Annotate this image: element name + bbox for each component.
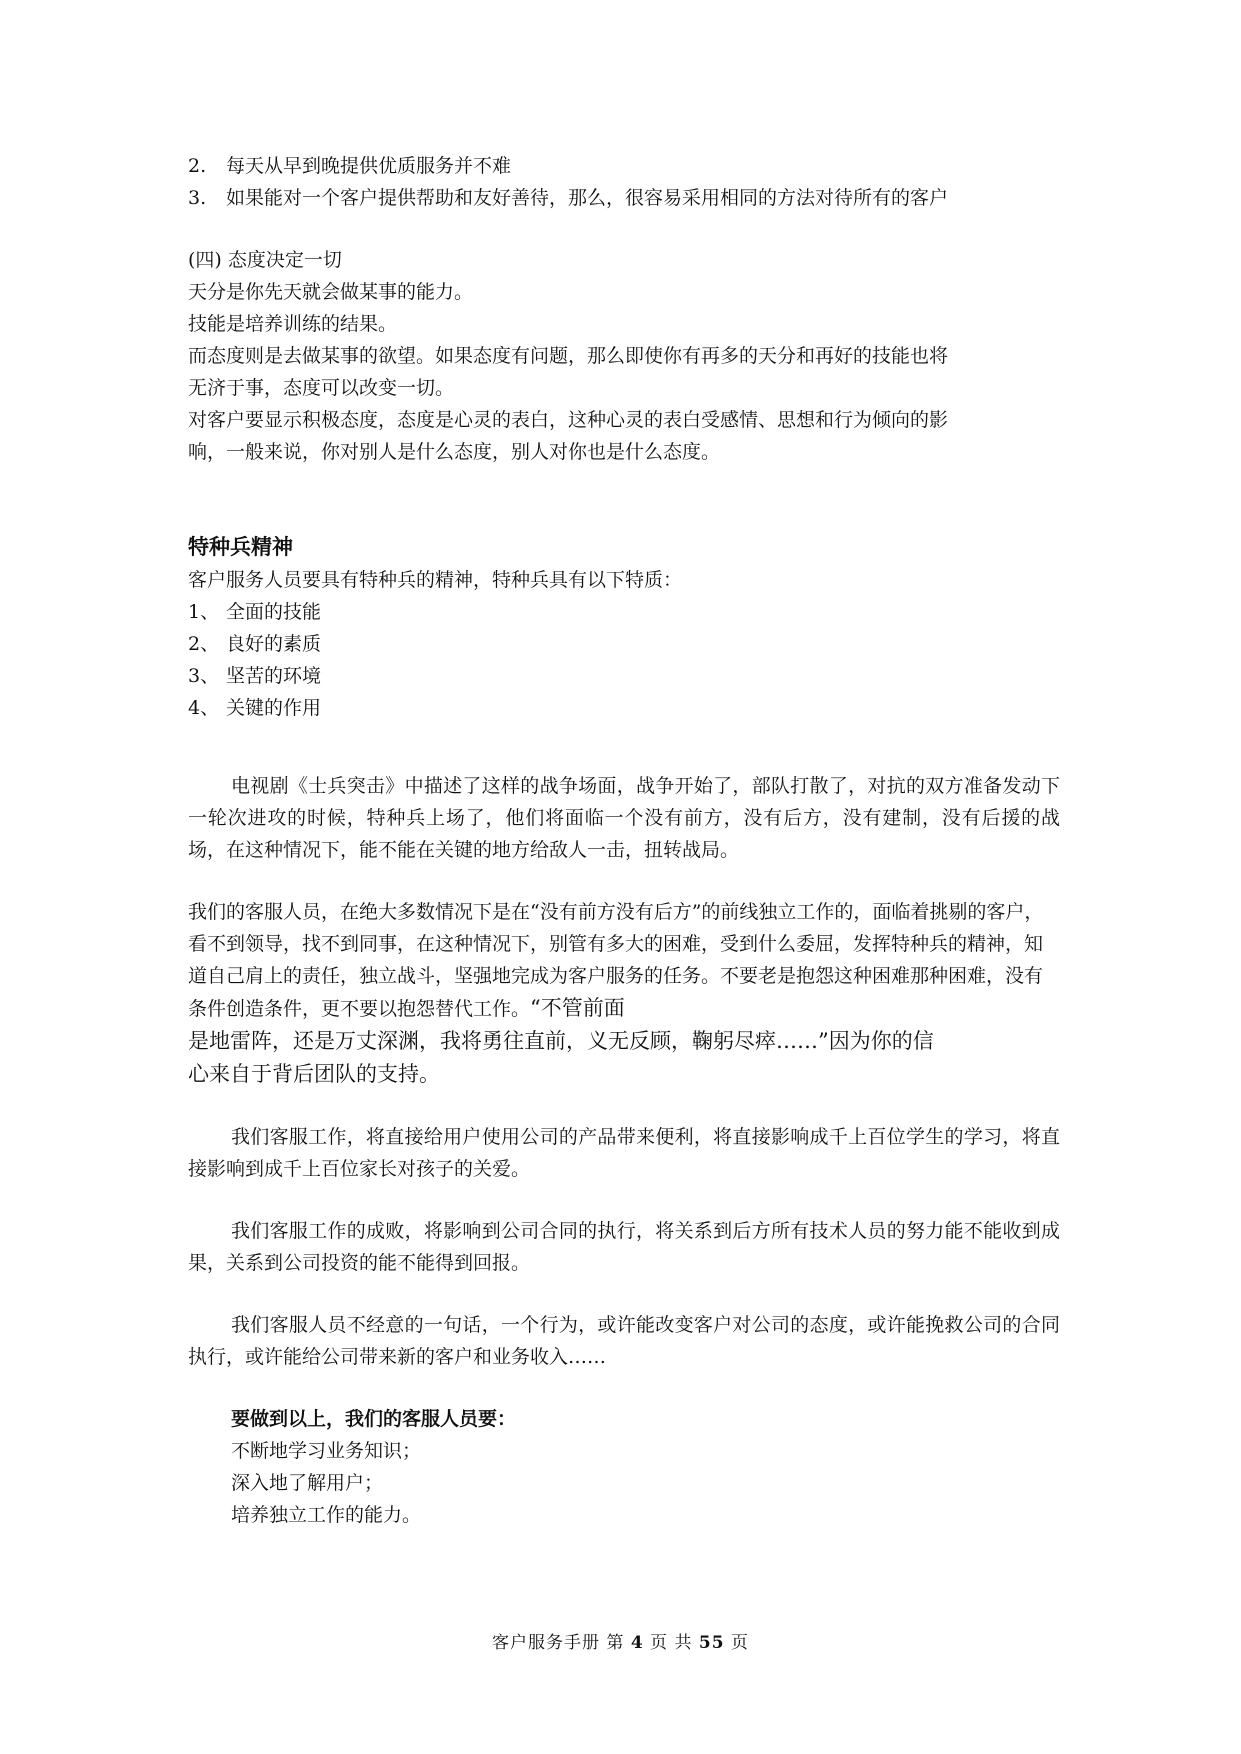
page-content bbox=[188, 150, 1060, 1531]
paragraph: 我们客服人员不经意的一句话，一个行为，或许能改变客户对公司的态度，或许能挽救公司的合同执行，或许能给公司带来新的客户和业务收入…… bbox=[188, 1314, 1060, 1368]
paragraph: 电视剧《士兵突击》中描述了这样的战争场面，战争开始了，部队打散了，对抗的双方准备发动下一轮次进攻的时候，特种兵上场了，他们将面临一个没有前方，没有后方，没有建制，没有后援的战场，在这种情况下，能不能在关键的地方给敌人一击，扭转战局。 bbox=[188, 775, 1060, 861]
trait-text: 坚苦的环境 bbox=[226, 665, 322, 687]
spacer bbox=[188, 1091, 1060, 1121]
text-line: 天分是你先天就会做某事的能力。 bbox=[188, 281, 474, 303]
trait-text: 良好的素质 bbox=[226, 633, 322, 655]
list-item bbox=[188, 182, 1060, 214]
footer-ye: 页 bbox=[730, 1633, 749, 1653]
trait-number: 4、 bbox=[188, 697, 220, 719]
text-line: 对客户要显示积极态度，态度是心灵的表白，这种心灵的表白受感情、思想和行为倾向的影 bbox=[188, 409, 949, 431]
requirement-item: 深入地了解用户； bbox=[231, 1472, 384, 1494]
trait-text: 全面的技能 bbox=[226, 601, 322, 623]
spacer bbox=[188, 1279, 1060, 1309]
text-line: 响，一般来说，你对别人是什么态度，别人对你也是什么态度。 bbox=[188, 441, 721, 463]
spacer bbox=[188, 214, 1060, 244]
paragraph: 我们客服工作，将直接给用户使用公司的产品带来便利，将直接影响成千上百位学生的学习，将直接影响到成千上百位家长对孩子的关爱。 bbox=[188, 1126, 1060, 1180]
requirement-item: 不断地学习业务知识； bbox=[231, 1440, 422, 1462]
footer-doc-title: 客户服务手册 bbox=[492, 1633, 601, 1653]
trait-number: 3、 bbox=[188, 665, 220, 687]
requirements-title: 要做到以上，我们的客服人员要： bbox=[231, 1408, 517, 1430]
footer-total-pages: 55 bbox=[698, 1633, 725, 1653]
text-line: 而态度则是去做某事的欲望。如果态度有问题，那么即使你有再多的天分和再好的技能也将 bbox=[188, 345, 949, 367]
list-item bbox=[188, 150, 1060, 182]
quote-line: 是地雷阵，还是万丈深渊，我将勇往直前，义无反顾，鞠躬尽瘁……”因为你的信 bbox=[188, 1029, 934, 1053]
spacer bbox=[188, 866, 1060, 896]
trait-number: 1、 bbox=[188, 601, 220, 623]
section-special-forces bbox=[188, 530, 1060, 1373]
trait-item bbox=[188, 660, 1060, 692]
spacer bbox=[188, 1185, 1060, 1215]
paragraph: 我们的客服人员，在绝大多数情况下是在“没有前方没有后方”的前线独立工作的，面临着挑剔的客户，看不到领导，找不到同事，在这种情况下，别管有多大的困难，受到什么委屈，发挥特种兵的精神，知道自己肩上的责任，独立战斗，坚强地完成为客户服务的任务。不要老是抱怨这种困难那种困难，没有条件创造条件，更不要以抱怨替代工作。 bbox=[188, 901, 1044, 1020]
requirements-block bbox=[188, 1403, 1060, 1531]
list-text: 每天从早到晚提供优质服务并不难 bbox=[226, 155, 512, 177]
footer-ye: 页 bbox=[650, 1633, 669, 1653]
text-line: 技能是培养训练的结果。 bbox=[188, 313, 398, 335]
paragraph: 我们客服工作的成败，将影响到公司合同的执行，将关系到后方所有技术人员的努力能不能收到成果，关系到公司投资的能不能得到回报。 bbox=[188, 1220, 1060, 1274]
trait-number: 2、 bbox=[188, 633, 220, 655]
spacer bbox=[188, 724, 1060, 770]
trait-item bbox=[188, 628, 1060, 660]
intro-line: 客户服务人员要具有特种兵的精神，特种兵具有以下特质： bbox=[188, 569, 683, 591]
footer-page-number: 4 bbox=[630, 1633, 644, 1653]
footer-di: 第 bbox=[606, 1633, 625, 1653]
section-heading: 特种兵精神 bbox=[188, 535, 293, 559]
spacer bbox=[188, 468, 1060, 530]
page-footer bbox=[0, 1628, 1241, 1653]
quote-line: 心来自于背后团队的支持。 bbox=[188, 1062, 440, 1086]
trait-item bbox=[188, 596, 1060, 628]
requirement-item: 培养独立工作的能力。 bbox=[231, 1504, 422, 1526]
text-line: 无济于事，态度可以改变一切。 bbox=[188, 377, 455, 399]
list-number: 2. bbox=[188, 155, 207, 177]
list-number: 3. bbox=[188, 187, 207, 209]
spacer bbox=[188, 1373, 1060, 1403]
paragraph-with-quote bbox=[188, 896, 1060, 1091]
top-list bbox=[188, 150, 1060, 214]
quote-start: “不管前面 bbox=[530, 996, 625, 1020]
section-attitude bbox=[188, 244, 1060, 468]
trait-item bbox=[188, 692, 1060, 724]
trait-text: 关键的作用 bbox=[226, 697, 322, 719]
footer-gong: 共 bbox=[674, 1633, 693, 1653]
list-text: 如果能对一个客户提供帮助和友好善待，那么，很容易采用相同的方法对待所有的客户 bbox=[226, 187, 949, 209]
section-title: (四) 态度决定一切 bbox=[188, 249, 342, 271]
